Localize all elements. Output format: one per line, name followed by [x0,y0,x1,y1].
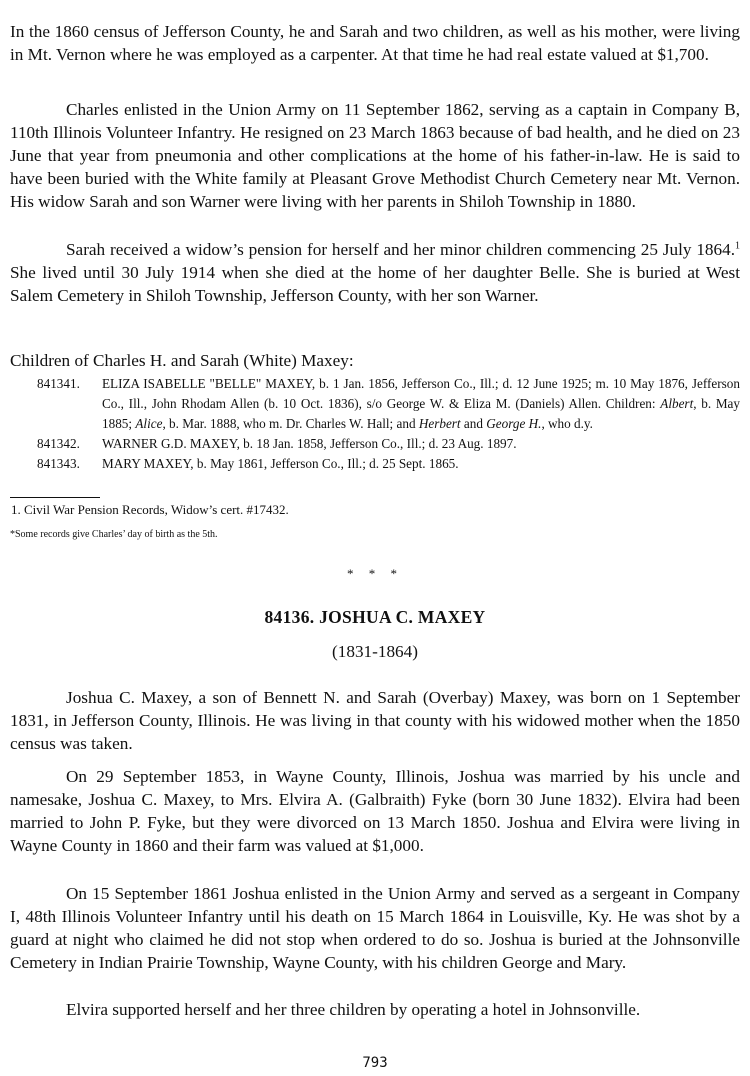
grandchild-name: Herbert [418,416,461,431]
footnote: 1. Civil War Pension Records, Widow’s cert. #17432. [11,502,289,517]
paragraph-joshua-married: On 29 September 1853, in Wayne County, Illinois, Joshua was married by his uncle and namesake, Joshua C. Maxey, to Mrs. Elvira A. (Galbraith) Fyke (born 30 June 1832). Elvira had been married to John P. Fyke, but they were divorced on 13 March 1850. Joshua and Elvira were living in Wayne County in 1860 and their farm was valued at $1,000. [10,767,740,855]
page-number: 793 [362,1055,388,1071]
child-entry [37,434,740,454]
child-entry [37,374,740,434]
child-text [102,374,740,434]
paragraph-joshua-enlisted: On 15 September 1861 Joshua enlisted in the Union Army and served as a sergeant in Company I, 48th Illinois Volunteer Infantry until his death on 15 March 1864 in Louisville, Ky. He was shot by a guard at night who claimed he did not stop when ordered to do so. Joshua is buried at the Johnsonville Cemetery in Indian Prairie Township, Wayne County, with his children George and Mary. [10,884,740,972]
footnote-reference: 1 [735,240,740,252]
children-heading: Children of Charles H. and Sarah (White) Maxey: [10,351,354,370]
child-text-part: , who d.y. [541,416,593,431]
paragraph-census-1860: In the 1860 census of Jefferson County, he and Sarah and two children, as well as his mother, were living in Mt. Vernon where he was employed as a carpenter. At that time he had real estate valued at $1,700. [10,22,740,64]
section-heading: 84136. JOSHUA C. MAXEY [264,607,486,627]
child-text: WARNER G.D. MAXEY, b. 18 Jan. 1858, Jefferson Co., Ill.; d. 23 Aug. 1897. [102,436,517,451]
section-separator: * * * [347,566,403,581]
footnote-divider [10,497,100,498]
paragraph-widow-pension [10,238,740,307]
child-text-part: , b. May 1885; [102,396,740,431]
grandchild-name: Albert [660,396,694,411]
child-entry [37,454,740,474]
child-number: 841343. [37,456,80,471]
paragraph-charles-enlisted: Charles enlisted in the Union Army on 11 September 1862, serving as a captain in Company B, 110th Illinois Volunteer Infantry. He resigned on 23 March 1863 because of bad health, and he died on 23 June that year from pneumonia and other complications at the home of his father-in-law. He is said to have been buried with the White family at Pleasant Grove Methodist Church Cemetery near Mt. Vernon. His widow Sarah and son Warner were living with her parents in Shiloh Township in 1880. [10,100,740,211]
pension-text-before: Sarah received a widow’s pension for herself and her minor children commencing 25 July 1864. [66,240,735,259]
child-number: 841341. [37,376,80,391]
paragraph-joshua-born: Joshua C. Maxey, a son of Bennett N. and Sarah (Overbay) Maxey, was born on 1 September 1831, in Jefferson County, Illinois. He was living in that county with his widowed mother when the 1850 census was taken. [10,688,740,753]
paragraph-elvira-hotel: Elvira supported herself and her three children by operating a hotel in Johnsonville. [66,1000,641,1019]
child-text-part: , b. Mar. 1888, who m. Dr. Charles W. Hall; and [162,416,419,431]
grandchild-name: George H. [486,416,542,431]
section-dates: (1831-1864) [332,642,418,661]
pension-text-after: She lived until 30 July 1914 when she died at the home of her daughter Belle. She is buried at West Salem Cemetery in Shiloh Township, Jefferson County, with her son Warner. [10,263,740,305]
child-text: MARY MAXEY, b. May 1861, Jefferson Co., Ill.; d. 25 Sept. 1865. [102,456,459,471]
grandchild-name: Alice [135,416,163,431]
child-text-part: ELIZA ISABELLE "BELLE" MAXEY, b. 1 Jan. 1856, Jefferson Co., Ill.; d. 12 June 1925; m. 10 May 1876, Jefferson Co., Ill., John Rhodam Allen (b. 10 Oct. 1836), s/o George W. & Eliza M. (Daniels) Allen. Children: [102,376,740,411]
child-number: 841342. [37,436,80,451]
children-list [37,374,740,474]
child-text-part: and [460,416,487,431]
footnote-note: *Some records give Charles’ day of birth as the 5th. [10,529,218,540]
